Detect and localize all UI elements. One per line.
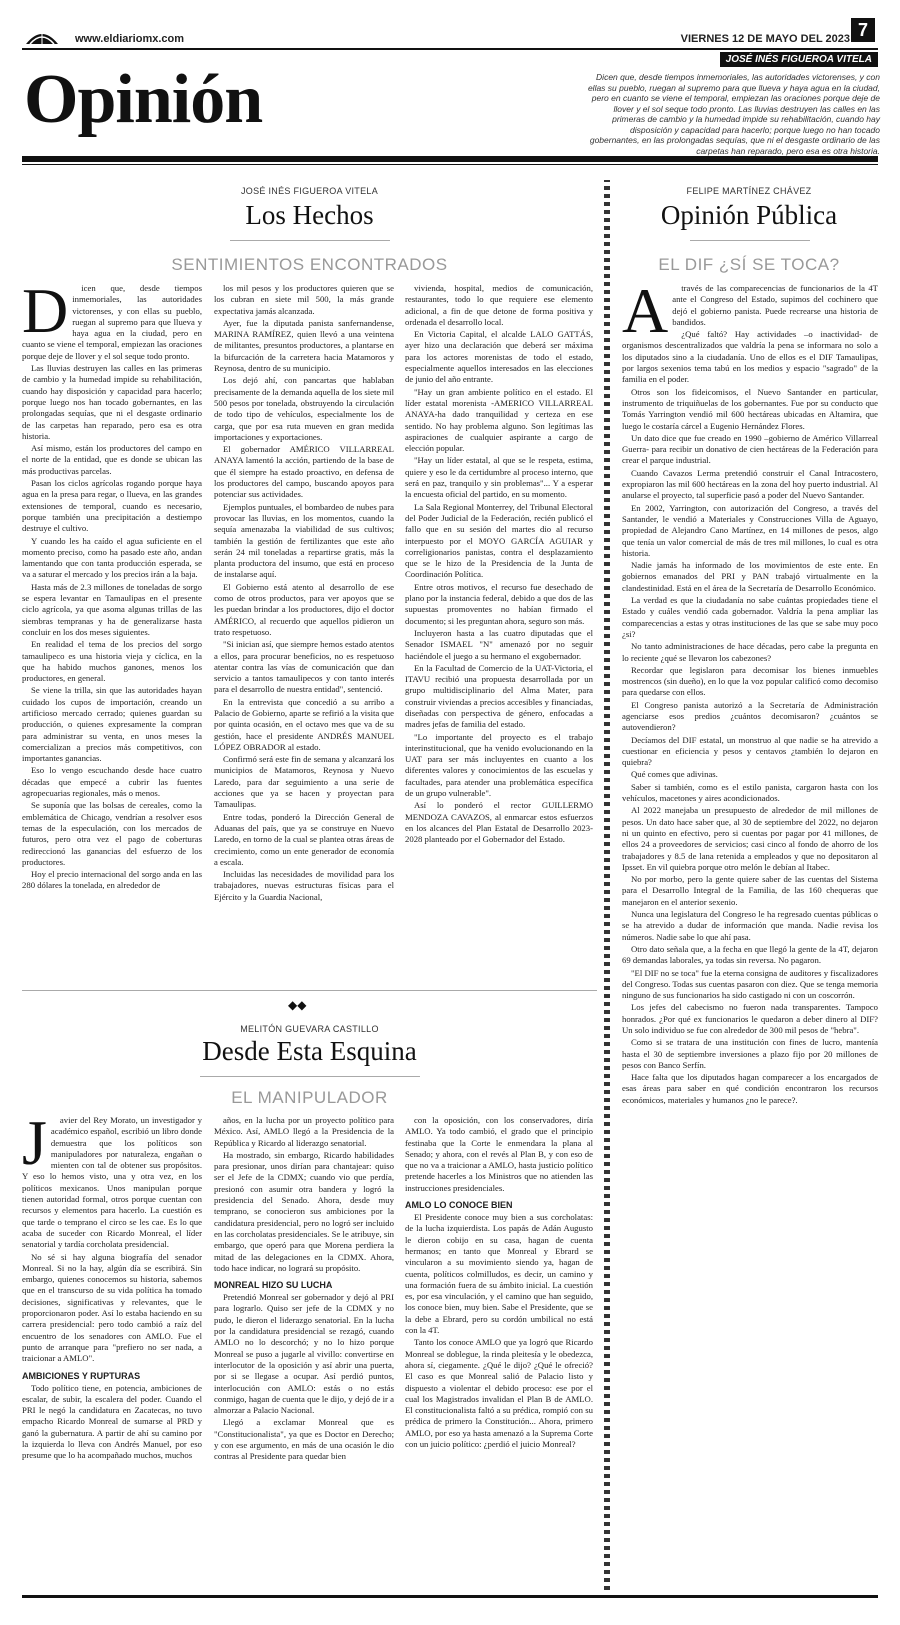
article3-dropcap: A xyxy=(622,283,669,346)
paragraph: Incluyeron hasta a las cuatro diputadas que el Senador ISMAEL "N" amenazó por no seguir haciéndole el juego a su hermano el exgobernador. xyxy=(405,627,593,661)
article2-title: Desde Esta Esquina xyxy=(202,1036,417,1066)
article2-subhead-1: AMBICIONES Y RUPTURAS xyxy=(22,1370,141,1381)
article1-dropcap: D xyxy=(22,283,69,346)
paragraph: Pretendió Monreal ser gobernador y dejó al PRI para lograrlo. Quiso ser jefe de la CDMX y no pudo, le dieron el liderazgo senatorial. En la lucha por la candidatura presidencial se rezagó, cuando AMLO no lo descorchó; y no lo hizo porque Monreal se puso a jugarle al vivillo: convertirse en interlocutor de la oposición y así abrir una puerta, por si se llegase a ocupar. Así perdió puntos, interlocución con AMLO: estás o no estás conmigo, hagan de cuenta que le dijo, y dejó de ir a almorzar a Palacio Nacional. xyxy=(214,1292,394,1416)
paragraph: Nunca una legislatura del Congreso le ha regresado cuentas públicas o se ha atrevido a dudar de información que manda. Nadie revisa los números. Nadie sabe lo que ahí pasa. xyxy=(622,909,878,942)
paragraph: Todo político tiene, en potencia, ambiciones de escalar, de subir, la escalera del poder. Cuando el PRI le negó la candidatura en Zacatecas, no tuvo empacho Ricardo Monreal de sumarse al PRD y ganó la gubernatura. A partir de ahí su camino por la izquierda lo lleva con Andrés Manuel, por eso presume que lo ha acompañado muchos, muchos xyxy=(22,1382,202,1461)
article2-column-3 xyxy=(405,1115,593,1590)
paragraph: Tanto los conoce AMLO que ya logró que Ricardo Monreal se doblegue, la rinda pleitesía y le obedezca, ahora sí, ciegamente. ¿Qué le dijo? ¿Qué le ofreció? El caso es que Monreal salió de Palacio listo y dispuesto a violentar el debido proceso: ese por el cual los Magistrados invalidan el Plan B de AMLO. El constitucionalista faltó a su prédica, rompió con su prédica de primero la Constitución... Ahora, primero AMLO, por eso ya hasta amenazó a la Suprema Corte con un juicio político: ¿perdió el juicio Monreal? xyxy=(405,1337,593,1450)
article1-title-rule xyxy=(230,240,390,241)
article2-column-1 xyxy=(22,1115,202,1590)
paragraph: Un dato dice que fue creado en 1990 –gobierno de Américo Villarreal Guerra- para recibir un donativo de cien hectáreas de la Federación para crear el parque industrial. xyxy=(622,432,878,466)
article3-title-rule xyxy=(690,240,810,241)
sun-logo-icon xyxy=(22,28,62,46)
paragraph: Así lo ponderó el rector GUILLERMO MENDOZA CAVAZOS, al enmarcar estos esfuerzos en los alcances del Plan Estatal de Desarrollo 2023-2028 planteado por el Gobernador del Estado. xyxy=(405,800,593,845)
paragraph: "El DIF no se toca" fue la eterna consigna de auditores y fiscalizadores del Congreso. Todas sus cuentas pasaron con diez. Que se tenga memoria ninguno de sus funcionarios ha sido castigado ni con un coscorrón. xyxy=(622,967,878,1001)
paragraph: Hoy el precio internacional del sorgo anda en las 280 dólares la tonelada, en alrededor de xyxy=(22,869,202,891)
paragraph: En realidad el tema de los precios del sorgo tamaulipeco es una historia vieja y cíclica, en la que ha habido muchos ganones, menos los productores, en general. xyxy=(22,639,202,684)
paragraph: Pasan los ciclos agrícolas rogando porque haya agua en la presa para regar, o llueva, en las grandes extensiones de temporal, cuando es necesario, porque también una precipitación a destiempo destruye el cultivo. xyxy=(22,478,202,534)
paragraph: La verdad es que la ciudadanía no sabe cuántas propiedades tiene el Estado y cuáles vendió cada gobernador. Valdría la pena ampliar las comparecencias a estas y otras instituciones de las que se sabe muy poco ¿si? xyxy=(622,595,878,639)
paragraph: El gobernador AMÉRICO VILLARREAL ANAYA lamentó la acción, partiendo de la base de que él siempre ha estado proactivo, en defensa de los productores del campo, buscando apoyos para potenciar sus actividades. xyxy=(214,444,394,500)
paragraph: los mil pesos y los productores quieren que se los cubran en siete mil 500, la más grande expectativa jamás alcanzada. xyxy=(214,283,394,316)
article2-col2b-text xyxy=(214,1292,394,1462)
paragraph: En la entrevista que concedió a su arribo a Palacio de Gobierno, aparte se refirió a la visita que por quinta ocasión, en el octavo mes que va de su gestión, hace el presidente ANDRÉS MANUEL LÓPEZ OBRADOR al estado. xyxy=(214,696,394,752)
article2-col1-text xyxy=(22,1115,202,1365)
paragraph: El Congreso panista autorizó a la Secretaría de Administración agenciarse esos predios ¿cuántos decomisaron? ¿cuántos se autovendieron? xyxy=(622,699,878,733)
article1-column-3 xyxy=(405,283,593,973)
paragraph: Ejemplos puntuales, el bombardeo de nubes para provocar las lluvias, en los momentos, cuando la sequía amenazaba la viabilidad de sus cultivos; también la gestión de fertilizantes que este año serán 24 mil toneladas a repartirse gratis, más la planta productora del insumo, que está en proceso de instalarse aquí. xyxy=(214,501,394,580)
paragraph: Eso lo vengo escuchando desde hace cuatro décadas que empecé a cubrir las fuentes agropecuarias regionales, más o menos. xyxy=(22,765,202,799)
column-separator xyxy=(604,180,610,1590)
article2-kicker: EL MANIPULADOR xyxy=(231,1088,388,1107)
paragraph: No por morbo, pero la gente quiere saber de las cuentas del Sistema para el Desarrollo Integral de la Familia, de las 160 chequeras que manejaron en el anterior sexenio. xyxy=(622,874,878,907)
footer-rule xyxy=(22,1595,878,1598)
paragraph: Se viene la trilla, sin que las autoridades hayan cuidado los cupos de importación, creando un artificioso mercado cerrado; quienes guardan su producción, o quienes expresamente la compran para administrar su venta, en unos meses la comercializan a precios más competitivos, con importantes ganancias. xyxy=(22,685,202,764)
paragraph: Y cuando les ha caído el agua suficiente en el momento preciso, como ha pasado este año, andan lamentando que con tanta producción esperada, se va a saturar el mercado y los precios irán a la baja. xyxy=(22,535,202,580)
paragraph: "Hay un gran ambiente político en el estado. El líder estatal morenista -AMERICO VILLARREAL ANAYA-ha dado tranquilidad y certeza en ese sentido. No hay problema alguno. Son legítimas las aspiraciones de cualquier aspirante a cargo de elección popular. xyxy=(405,386,593,454)
paragraph: icen que, desde tiempos inmemoriales, las autoridades victorenses, y con ellas su pueblo, ruegan al supremo para que llueva y haya agua en la ciudad, pero en cuanto se viene el temporal, empiezan las oraciones porque deje de llover y el sol seque todo pronto. xyxy=(22,283,202,361)
article1-kicker: SENTIMIENTOS ENCONTRADOS xyxy=(171,255,448,274)
author-tag: JOSÉ INÉS FIGUEROA VITELA xyxy=(720,52,878,67)
paragraph: Ayer, fue la diputada panista sanfernandense, MARINA RAMÍREZ, quien llevó a una veintena de militantes, presuntos productores, a plantarse en la bifurcación de la carretera hacia Matamoros y Reynosa, dentro de su municipio. xyxy=(214,317,394,374)
paragraph: Otros son los fideicomisos, el Nuevo Santander en particular, instrumento de triquiñuelas de los gobernantes. Fue por su conducto que Tomás Yarrington vendió mil 600 hectáreas ubicadas en Altamira, que luego le costaría cárcel a Eugenio Hernández Flores. xyxy=(622,386,878,431)
article1-col2-text xyxy=(214,283,394,903)
paragraph: Hace falta que los diputados hagan comparecer a los encargados de esas áreas para saber en qué condición encontraron los recursos económicos, materiales y humanos ¿no le parece?. xyxy=(622,1072,878,1105)
article2-col3-text xyxy=(405,1115,593,1194)
article2-col1b-text xyxy=(22,1383,202,1462)
paragraph: años, en la lucha por un proyecto político para México. Así, AMLO llegó a la Presidencia de la República y Ricardo al liderazgo senatorial. xyxy=(214,1115,394,1148)
paragraph: vivienda, hospital, medios de comunicación, restaurantes, todo lo que requiere ese elemento adicional, a fin de que detone de forma positiva y ordenada el desarrollo local. xyxy=(405,283,593,327)
article1-column-2 xyxy=(214,283,394,973)
paragraph: Hasta más de 2.3 millones de toneladas de sorgo se espera levantar en Tamaulipas en el presente ciclo agrícola, ya que asoma algunas trillas de las siembras tempranas y ha de generalizarse hasta concluir en los dos meses siguientes. xyxy=(22,581,202,637)
article2-subhead-3: AMLO LO CONOCE BIEN xyxy=(405,1200,513,1211)
paragraph: En 2002, Yarrington, con autorización del Congreso, a través del Santander, le vendió a Materiales y Construcciones Villa de Aguayo, propiedad de Alejandro Cano Martínez, en 14 millones de pesos, algo que tenía un valor comercial de más de tres mil millones, lo cual es otra historia. xyxy=(622,502,878,558)
paragraph: No tanto administraciones de hace décadas, pero cabe la pregunta en lo reciente ¿qué se llevaron los cabezones? xyxy=(622,641,878,663)
article2-dropcap: J xyxy=(22,1115,47,1178)
article3-column xyxy=(622,283,878,1591)
article1-col3-text xyxy=(405,283,593,846)
paragraph: través de las comparecencias de funcionarios de la 4T ante el Congreso del Estado, supimos del cochinero que dejó el gobierno panista. Puede recrearse una historia de bandidos. xyxy=(672,283,878,327)
article3-text xyxy=(622,283,878,1106)
paragraph: Se suponía que las bolsas de cereales, como la emblemática de Chicago, vendrían a resolver esos temas de la especulación, con los mercados de futuros, pero otra vez el pago de coberturas redireccionó las ganancias del esfuerzo de los productores. xyxy=(22,800,202,867)
article1-title: Los Hechos xyxy=(245,200,374,230)
paragraph: "Si inician así, que siempre hemos estado atentos a ellos, para procurar beneficios, no es respetuoso atentar contra las vías de comunicación que dan servicio a tantos tamaulipecos y con tanto interés para el desarrollo de nuestra entidad", sentenció. xyxy=(214,639,394,695)
paragraph: Saber si también, como es el estilo panista, cargaron hasta con los vehículos, macetones y aires acondicionados. xyxy=(622,781,878,804)
paragraph: Decíamos del DIF estatal, un monstruo al que nadie se ha atrevido a cuestionar en eficiencia y pesos y centavos ¿también lo dejaron en quiebra? xyxy=(622,734,878,768)
paragraph: El Presidente conoce muy bien a sus corcholatas: de la lucha izquierdista. Los papás de Adán Augusto le dieron cobijo en su casa, hagan de cuenta hermanos; en tanto que Monreal y Ebrard se vincularon a su movimiento siendo ya, hagan de cuenta, políticos colmilludos, es decir, un camino y una formación fuera de su ámbito inicial. La cuestión es, por esa vinculación, y el camino que han seguido, los conoce bien, muy bien. Sabe el Presidente, que se la debe a Ebrard, pero su cordón umbilical no está con la 4T. xyxy=(405,1212,593,1336)
paragraph: ¿Qué faltó? Hay actividades –o inactividad- de organismos descentralizados que valdría la pena se informara no solo a los diputados sino a la ciudadanía. Uno de ellos es el DIF Tamaulipas, por largos sexenios tema tabú en los medios y espacio "sagrado" de la familia en el poder. xyxy=(622,329,878,385)
paragraph: Como si se tratara de una institución con fines de lucro, mantenía hasta el 30 de septiembre inversiones a plazo fijo por 20 millones de pesos con Banco Serfín. xyxy=(622,1037,878,1070)
issue-date: VIERNES 12 DE MAYO DEL 2023 xyxy=(680,33,850,45)
header-blurb: Dicen que, desde tiempos inmemoriales, las autoridades victorenses, y con ellas su pueblo, ruegan al supremo para que llueva y haya agua en la ciudad, pero en cuanto se viene el temporal, empiezan las oraciones porque deje de llover y el sol seque todo pronto. Las lluvias destruyen las calles en las primeras de cambio y la humedad impide su rehabilitación, cuando hay disposición y capacidad para hacerlo; porque luego no han tocado gobernantes, en las prolongadas sequías, que ni el desgaste ordinario de las carpetas han reparado, pero esa es otra historia. xyxy=(587,72,880,156)
page-number: 7 xyxy=(851,18,875,42)
article2-column-2 xyxy=(214,1115,394,1590)
paragraph: Entre otros motivos, el recurso fue desechado de plano por la instancia federal, debido a que dos de las supuestas promoventes no habían firmado el documento; si les preguntan ahora, seguro son más. xyxy=(405,581,593,626)
paragraph: Los jefes del cabecismo no fueron nada transparentes. Tampoco honrados. ¿Por qué ex funcionarios le quedaron a deber dinero al DIF? Un solo individuo se fue con alrededor de 300 mil pesos de "hebra". xyxy=(622,1002,878,1035)
paragraph: Al 2022 manejaba un presupuesto de alrededor de mil millones de pesos. Un dato hace saber que, al 30 de septiembre del 2022, no dejaron ni un quinto en efectivo, pero si cuentas por pagar por 41 millones, de ellos 24 a proveedores de servicios; casi cinco al fondo de ahorro de los trabajadores y 8.5 de lana retenida a empleados y que no depositaron al Ipsset. En vil quiebra porque otro melón le debían al Itabec. xyxy=(622,805,878,872)
paragraph: Entre todas, ponderó la Dirección General de Aduanas del país, que ya se construye en Nuevo Laredo, en torno de la cual se plantea otras áreas de crecimiento, como un ente generador de economía a escala. xyxy=(214,811,394,867)
paragraph: Nadie jamás ha informado de los movimientos de este ente. En gobiernos emanados del PRI y PAN trabajó virtualmente en la clandestinidad. Está en el área de la Secretaría de Desarrollo Económico. xyxy=(622,560,878,593)
paragraph: "Lo importante del proyecto es el trabajo interinstitucional, que ha venido evolucionando en la UAT para ser más incluyentes en cuanto a los diferentes valores y conocimientos de las escuelas y facultades, para atender una problemática específica de un grupo vulnerable". xyxy=(405,731,593,799)
paragraph: Así mismo, están los productores del campo en el norte de la entidad, que es donde se ubican las más productivas parcelas. xyxy=(22,443,202,476)
paragraph: "Hay un líder estatal, al que se le respeta, estima, quiere y eso le da certidumbre al proceso interno, que será en paz, tranquilo y sin problemas"... Y a esperar la encuesta oficial del partido, en su momento. xyxy=(405,455,593,500)
paragraph: Incluidas las necesidades de movilidad para los trabajadores, nuevas estructuras físicas para el Ejército y la Guardia Nacional, xyxy=(214,869,394,902)
article3-byline: FELIPE MARTÍNEZ CHÁVEZ xyxy=(686,186,812,196)
paragraph: Los dejó ahí, con pancartas que hablaban precisamente de la demanda aquella de los siete mil 500 pesos por tonelada, obstruyendo la circulación de todo tipo de vehículos, especialmente los de carga, que por esa ruta mueven en gran medida importaciones y exportaciones. xyxy=(214,375,394,442)
articles-divider xyxy=(22,990,597,991)
paragraph: Las lluvias destruyen las calles en las primeras de cambio y la humedad impide su rehabilitación, cuando hay disposición y capacidad para hacerlo; porque luego nos han tocado gobernantes, en las prolongadas sequías, que ni el desgaste ordinario de las carpetas han reparado, pero esa es otra historia. xyxy=(22,363,202,441)
article2-col2-text xyxy=(214,1115,394,1274)
article2-byline: MELITÓN GUEVARA CASTILLO xyxy=(240,1024,379,1034)
article2-subhead-2: MONREAL HIZO SU LUCHA xyxy=(214,1280,333,1291)
paragraph: En la Facultad de Comercio de la UAT-Victoria, el ITAVU recibió una propuesta desarrollada por un grupo multidisciplinario del Alma Mater, para construir viviendas a precios accesibles y financiadas, diseñadas con perspectiva de género, enfocadas a madres jefas de familia del estado. xyxy=(405,662,593,730)
paragraph: Recordar que legislaron para decomisar los bienes inmuebles mostrencos (sin dueño), en lo que la voz popular calificó como decomiso para quedarse con ellos. xyxy=(622,664,878,698)
section-title: Opinión xyxy=(24,61,263,138)
section-rule-thick xyxy=(22,156,878,162)
header-rule xyxy=(22,48,878,50)
article2-title-rule xyxy=(200,1076,420,1077)
paragraph: Llegó a exclamar Monreal que es "Constitucionalista", ya que es Doctor en Derecho; y con ese argumento, en más de una ocasión le dio contras al Presidente para quedar bien xyxy=(214,1417,394,1462)
paragraph: No sé si hay alguna biografía del senador Monreal. Si no la hay, algún día se escribirá. Sin embargo, quienes conocemos su historia, sabemos que en el transcurso de su vida política ha tomado decisiones, significativas y relevantes, que le proporcionaron poder. Así lo estaba haciendo en su carrera presidencial: pero todo cambió a raíz del encuentro de los senadores con AMLO. Fue el punto de arranque para "prefiero no ser nada, a traicionar a AMLO". xyxy=(22,1251,202,1364)
paragraph: En Victoria Capital, el alcalde LALO GATTÁS, ayer hizo una declaración que deberá ser máxima para los actores morenistas de todo el estado, especialmente aquellos interesados en las elecciones de junio del año entrante. xyxy=(405,329,593,385)
article2-col3b-text xyxy=(405,1212,593,1450)
article3-kicker: EL DIF ¿SÍ SE TOCA? xyxy=(658,255,840,274)
paragraph: Confirmó será este fin de semana y alcanzará los municipios de Matamoros, Reynosa y Nuevo Laredo, para dar seguimiento a una serie de acciones que ya se hacen y proyectan para Tamaulipas. xyxy=(214,754,394,810)
paragraph: Ha mostrado, sin embargo, Ricardo habilidades para presionar, unos dirían para chantajear: quiso ser el Jefe de la CDMX; cuando vio que perdía, presionó con asumir otra bandera y logró la presidencia del Senado. Ahora, desde muy temprano, se conocieron sus ambiciones por la candidatura presidencial, pero no logró ser incluido en las corcholatas presidenciales. Se le atribuye, sin embargo, que operó para que Morena perdiera la mitad de las delegaciones en la CDMX. Ahora, todo hace indicar, no logrará su propósito. xyxy=(214,1149,394,1273)
paragraph: con la oposición, con los conservadores, diría AMLO. Ya todo cambió, el grado que el principio festinaba que la Corte le enmendara la plana al Senado; y ahora, con el revés al Plan B, y con eso de que no va a traicionar a AMLO, hasta justicio político pretende hacerles a los Ministros que no atienden las instrucciones presidenciales. xyxy=(405,1115,593,1193)
paragraph: Qué comes que adivinas. xyxy=(631,769,718,780)
article1-column-1 xyxy=(22,283,202,973)
paragraph: avier del Rey Morato, un investigador y académico español, escribió un libro donde demuestra que los políticos son manipuladores por naturaleza, engañan o mienten con tal de obtener sus propósitos. Y eso lo hemos visto, una y otra vez, en los políticos mexicanos. Unos manipulan porque tienen autoridad formal, otros porque cuentan con recursos y elementos para hacerlo. La cuestión es que tarde o temprano el circo se les cae. Es lo que acaba de suceder con Ricardo Monreal, el líder senatorial y tardía corcholata presidencial. xyxy=(22,1115,202,1250)
paragraph: Otro dato señala que, a la fecha en que llegó la gente de la 4T, dejaron 69 demandas laborales, ya todas sin reversa. No pagaron. xyxy=(622,943,878,966)
article1-byline: JOSÉ INÉS FIGUEROA VITELA xyxy=(240,186,379,196)
paragraph: El Gobierno está atento al desarrollo de ese como de otros productos, para ver apoyos que se les puedan brindar a los productores, dijo el doctor AMÉRICO, al recuerdo que aquellos pidieron un trato respetuoso. xyxy=(214,581,394,637)
section-rule-thin xyxy=(22,164,878,165)
divider-diamond-icon: ◆◆ xyxy=(288,998,307,1012)
site-url[interactable]: www.eldiariomx.com xyxy=(75,33,185,45)
paragraph: Cuando Cavazos Lerma pretendió construir el Canal Intracostero, expropiaron las mil 600 hectáreas en la zona del hoy puerto industrial. Al anularse el proyecto, tal superficie pasó a poder del Nuevo Santander. xyxy=(622,467,878,501)
paragraph: La Sala Regional Monterrey, del Tribunal Electoral del Poder Judicial de la Federación, recién publicó el fallo que en su sesión del martes dio al recurso interpuesto por el MOYO GARCÍA AGUIAR y correligionarios panistas, contra el desplazamiento que se le hizo de la Presidencia de la Junta de Coordinación Política. xyxy=(405,501,593,580)
article1-col1-text xyxy=(22,283,202,892)
article3-title: Opinión Pública xyxy=(660,200,838,230)
